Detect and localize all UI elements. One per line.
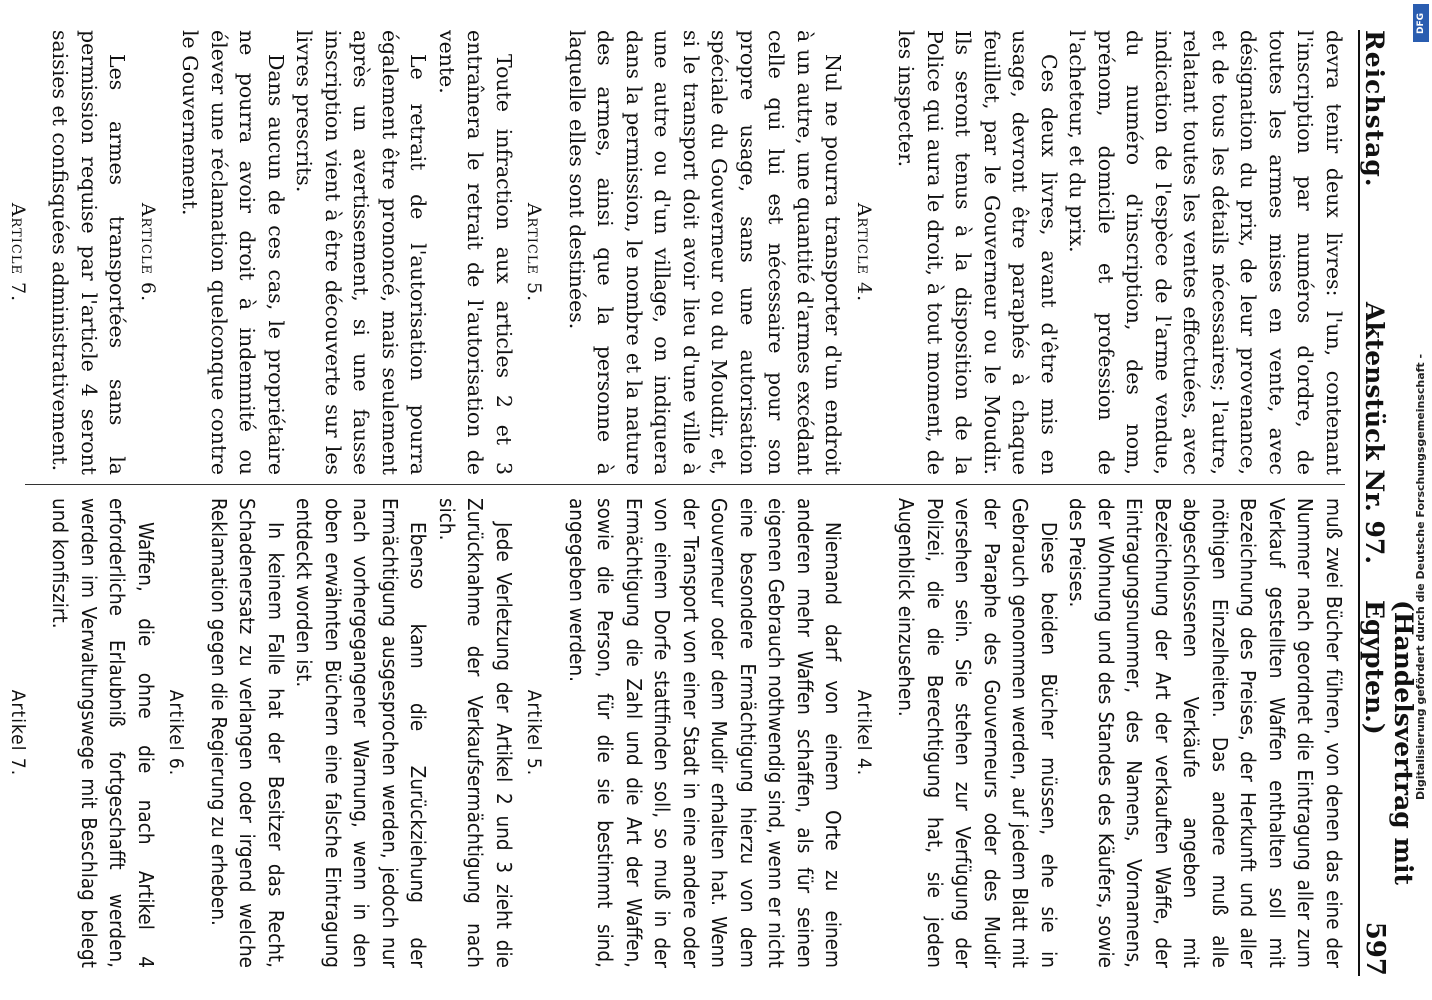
header-doc-number: Aktenstück Nr. 97. bbox=[1360, 302, 1389, 565]
credit-text: Digitalisierung gefördert durch die Deutsche Forschungsgemeinschaft - bbox=[1414, 353, 1427, 800]
german-column bbox=[7, 498, 1348, 968]
article-heading: Article 7. bbox=[7, 202, 29, 303]
digitization-credit bbox=[1414, 0, 1428, 1000]
article-heading: Article 5. bbox=[523, 202, 546, 303]
paragraph: devra tenir deux livres: l'un, contenant l'inscription par numéros d'ordre, de toutes les armes mises en vente, avec désignation du prix, de leur provenance, et de tous les détails nécessaires; l'autre, relatant toutes les ventes effectuées, avec indication de l'espèce de l'arme vendue, du numéro d'inscription, des nom, prénom, domicile et profession de l'acheteur, et du prix. bbox=[1065, 30, 1346, 475]
paragraph bbox=[0, 30, 2, 475]
article-heading: Artikel 7. bbox=[7, 689, 29, 777]
paragraph: Le retrait de l'autorisation pourra également être prononcé, mais seulement après un avertissement, si une fausse inscription vient à être découverte sur les livres prescrits. bbox=[292, 30, 431, 475]
article-heading: Article 6. bbox=[137, 202, 159, 303]
article-heading: Article 4. bbox=[853, 202, 875, 303]
header-left: Reichstag. bbox=[1360, 30, 1389, 188]
page-number: 597 bbox=[1360, 921, 1390, 976]
paragraph: In keinem Falle hat der Besitzer das Recht, Schadenersatz zu verlangen oder irgend welche Reklamation gegen die Regierung zu erheben. bbox=[207, 498, 288, 968]
dfg-logo: DFG bbox=[1413, 4, 1429, 42]
paragraph: Nul ne pourra transporter d'un endroit à un autre, une quantité d'armes excédant celle qui lui est nécessaire pour son propre usage, sans une autorisation spéciale du Gouverneur ou du Moudir, et, si le transport doit avoir lieu d'une ville à une autre ou d'un village, on indiquera dans la permission, le nombre et la nature des armes, ainsi que la personne à laquelle elles sont destinées. bbox=[565, 30, 846, 475]
header-title: (Handelsvertrag mit Egypten.) bbox=[1360, 600, 1418, 885]
paragraph: Diese beiden Bücher müssen, ehe sie in Gebrauch genommen werden, auf jedem Blatt mit der Paraphe des Gouverneurs oder des Mudir versehen sein. Sie stehen zur Verfügung der Polizei, die die Berechtigung hat, sie jeden Augenblick einzusehen. bbox=[894, 498, 1061, 968]
page-header bbox=[1358, 30, 1418, 976]
paragraph: Dans aucun de ces cas, le propriétaire ne pourra avoir droit à indemnité ou élever une réclamation quelconque contre le Gouvernement. bbox=[178, 30, 288, 475]
french-column bbox=[7, 30, 1348, 475]
paragraph: Niemand darf von einem Orte zu einem anderen mehr Waffen schaffen, als für seinen eigenen Gebrauch nothwendig sind, wenn er nicht eine besondere Ermächtigung hierzu von dem Gouverneur oder dem Mudir erhalten hat. Wenn der Transport von einer Stadt in eine andere oder von einem Dorfe stattfinden soll, so muß in der Ermächtigung die Zahl und die Art der Waffen, sowie die Person, für die sie bestimmt sind, angegeben werden. bbox=[565, 498, 846, 968]
paragraph: muß zwei Bücher führen, von denen das eine der Nummer nach geordnet die Eintragung aller zum Verkauf gestellten Waffen enthalten soll mit Bezeichnung des Preises, der Herkunft und aller nöthigen Einzelheiten. Das andere muß alle abgeschlossenen Verkäufe angeben mit Bezeichnung der Art der verkauften Waffe, der Eintragungsnummer, des Namens, Vornamens, der Wohnung und des Standes des Käufers, sowie des Preises. bbox=[1065, 498, 1346, 968]
paragraph: Les armes transportées sans la permission requise par l'article 4 seront saisies et confisquées administrativement. bbox=[48, 30, 130, 475]
paragraph: Waffen, die ohne die nach Artikel 4 erforderliche Erlaubniß fortgeschafft werden, werden im Verwaltungswege mit Beschlag belegt und konfiszirt. bbox=[48, 498, 158, 968]
column-divider bbox=[25, 484, 1345, 485]
paragraph: Toute infraction aux articles 2 et 3 entraînera le retrait de l'autorisation de vente. bbox=[435, 30, 516, 475]
paragraph: Ces deux livres, avant d'être mis en usage, devront être paraphés à chaque feuillet, par le Gouverneur ou le Moudir. Ils seront tenus à la disposition de la Police qui aura le droit, à tout moment, de les inspecter. bbox=[894, 30, 1061, 475]
paragraph bbox=[0, 498, 2, 968]
paragraph: Jede Verletzung der Artikel 2 und 3 zieht die Zurücknahme der Verkaufsermächtigung nach sich. bbox=[435, 498, 516, 968]
article-heading: Artikel 6. bbox=[165, 689, 188, 777]
article-heading: Artikel 4. bbox=[853, 689, 875, 777]
paragraph: Ebenso kann die Zurückziehung der Ermächtigung ausgesprochen werden, jedoch nur nach vorhergegangener Warnung, wenn in den oben erwähnten Büchern eine falsche Eintragung entdeckt worden ist. bbox=[292, 498, 431, 968]
article-heading: Artikel 5. bbox=[523, 689, 546, 777]
